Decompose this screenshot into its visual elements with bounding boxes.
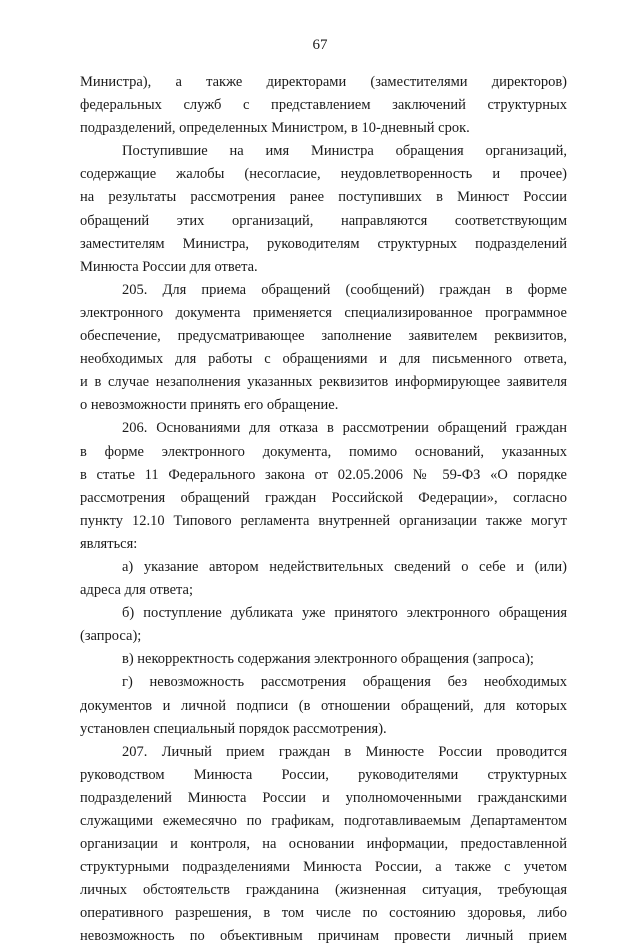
- text-line: Поступившие на имя Министра обращения организаций,: [122, 143, 567, 160]
- text-line: оперативного разрешения, в том числе по состоянию здоровья, либо: [80, 905, 567, 922]
- text-line: необходимых для работы с обращениями и для письменного ответа,: [80, 351, 567, 368]
- text-line: пункту 12.10 Типового регламента внутренней организации также могут: [80, 512, 567, 529]
- text-line: заместителям Министра, руководителям структурных подразделений: [80, 235, 567, 252]
- text-line: руководством Минюста России, руководителями структурных: [80, 766, 567, 783]
- text-line: обращений этих организаций, направляются соответствующим: [80, 212, 567, 229]
- text-line: в форме электронного документа, помимо оснований, указанных: [80, 443, 567, 460]
- text-line: федеральных служб с представлением заключений структурных: [80, 97, 567, 114]
- text-line: обеспечение, предусматривающее заполнение заявителем реквизитов,: [80, 328, 567, 345]
- text-line: в статье 11 Федерального закона от 02.05.2006 № 59-ФЗ «О порядке: [80, 466, 567, 483]
- text-line: Минюста России для ответа.: [80, 258, 258, 275]
- text-line: структурными подразделениями Минюста России, а также с учетом: [80, 859, 567, 876]
- text-line: организации и контроля, на основании информации, предоставленной: [80, 836, 567, 853]
- text-line: а) указание автором недействительных сведений о себе и (или): [122, 558, 567, 575]
- text-line: документов и личной подписи (в отношении обращений, для которых: [80, 697, 567, 714]
- text-line: личных обстоятельств гражданина (жизненная ситуация, требующая: [80, 882, 567, 899]
- text-line: б) поступление дубликата уже принятого электронного обращения: [122, 605, 567, 622]
- text-line: адреса для ответа;: [80, 582, 194, 599]
- text-line: подразделений Минюста России и уполномоченными гражданскими: [80, 789, 567, 806]
- document-body: [80, 71, 567, 949]
- text-line: являться:: [80, 535, 138, 552]
- text-line: 207. Личный прием граждан в Минюсте России проводится: [122, 743, 567, 760]
- text-line: служащими ежемесячно по графикам, подготавливаемым Департаментом: [80, 813, 567, 829]
- text-line: рассмотрения обращений граждан Российской Федерации», согласно: [80, 489, 567, 506]
- text-line: и в случае незаполнения указанных реквизитов информирующее заявителя: [80, 374, 567, 391]
- page-number: 67: [312, 37, 328, 53]
- text-line: подразделений, определенных Министром, в 10-дневный срок.: [80, 120, 470, 137]
- text-line: 206. Основаниями для отказа в рассмотрении обращений граждан: [122, 420, 567, 437]
- text-line: установлен специальный порядок рассмотрения).: [80, 720, 387, 737]
- text-line: невозможность по объективным причинам провести личный прием: [80, 928, 567, 945]
- text-line: Министра), а также директорами (заместителями директоров): [80, 74, 567, 90]
- text-line: электронного документа применяется специализированное программное: [80, 304, 567, 321]
- text-line: 205. Для приема обращений (сообщений) граждан в форме: [122, 281, 567, 298]
- text-line: в) некорректность содержания электронного обращения (запроса);: [122, 651, 534, 668]
- text-line: (запроса);: [80, 628, 142, 645]
- text-line: г) невозможность рассмотрения обращения без необходимых: [122, 674, 567, 691]
- text-line: на результаты рассмотрения ранее поступивших в Минюст России: [80, 189, 567, 206]
- text-line: содержащие жалобы (несогласие, неудовлетворенность и прочее): [80, 166, 567, 183]
- text-line: о невозможности принять его обращение.: [80, 397, 339, 414]
